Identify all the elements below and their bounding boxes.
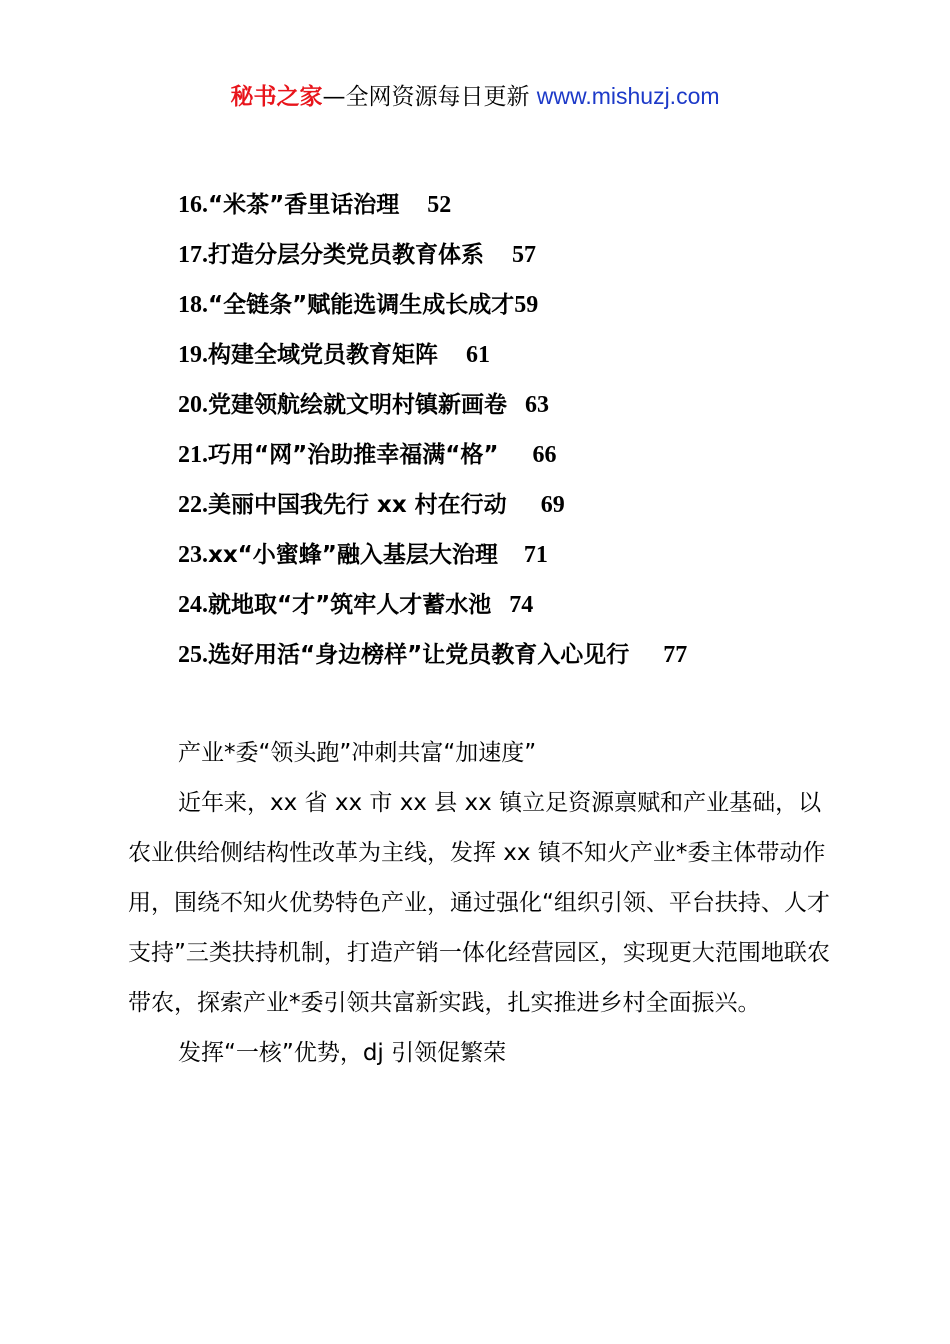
toc-item-title: 美丽中国我先行 xx 村在行动 (208, 492, 507, 518)
toc-item-page: 71 (523, 542, 548, 568)
toc-item-title: 巧用“网”治助推幸福满“格” (208, 442, 499, 468)
toc-item-24[interactable] (178, 585, 878, 635)
toc-item-page: 61 (466, 342, 490, 368)
article-body (128, 728, 838, 1078)
toc-item-title: 打造分层分类党员教育体系 (208, 242, 484, 268)
toc-item-number: 19. (178, 342, 208, 368)
article-title: 产业*委“领头跑”冲刺共富“加速度” (178, 740, 537, 766)
toc-item-title: “米茶”香里话治理 (208, 192, 400, 218)
toc-item-page: 77 (663, 642, 688, 668)
toc-item-title: 就地取“才”筑牢人才蓄水池 (208, 592, 492, 618)
toc-item-title: xx“小蜜蜂”融入基层大治理 (208, 542, 498, 568)
toc-item-page: 69 (540, 492, 565, 518)
toc-item-number: 23. (178, 542, 208, 568)
toc-item-title: 党建领航绘就文明村镇新画卷 (208, 392, 507, 418)
toc-item-20[interactable] (178, 385, 878, 435)
toc-item-page: 66 (532, 442, 557, 468)
toc-item-17[interactable] (178, 235, 878, 285)
toc-item-title: 选好用活“身边榜样”让党员教育入心见行 (208, 642, 630, 668)
toc-item-page: 59 (514, 292, 539, 318)
toc-item-number: 20. (178, 392, 208, 418)
toc-item-number: 24. (178, 592, 208, 618)
site-brand: 秘书之家 (230, 84, 323, 110)
toc-item-title: “全链条”赋能选调生成长成才 (208, 292, 515, 318)
toc-item-22[interactable] (178, 485, 878, 535)
toc-item-number: 18. (178, 292, 208, 318)
toc-item-23[interactable] (178, 535, 878, 585)
site-header (0, 80, 950, 113)
table-of-contents (178, 185, 878, 685)
site-tagline: —全网资源每日更新 (322, 84, 537, 110)
toc-item-25[interactable] (178, 635, 878, 685)
toc-item-page: 74 (509, 592, 534, 618)
toc-item-number: 25. (178, 642, 208, 668)
toc-item-number: 16. (178, 192, 208, 218)
toc-item-number: 17. (178, 242, 208, 268)
toc-item-number: 22. (178, 492, 208, 518)
article-subheading: 发挥“一核”优势，dj 引领促繁荣 (178, 1040, 507, 1066)
toc-item-number: 21. (178, 442, 208, 468)
toc-item-title: 构建全域党员教育矩阵 (208, 342, 438, 368)
toc-item-page: 63 (525, 392, 549, 418)
toc-item-16[interactable] (178, 185, 878, 235)
toc-item-19[interactable] (178, 335, 878, 385)
site-url-link[interactable]: www.mishuzj.com (536, 83, 720, 109)
article-paragraph: 近年来，xx 省 xx 市 xx 县 xx 镇立足资源禀赋和产业基础，以农业供给侧结构性改革为主线，发挥 xx 镇不知火产业*委主体带动作用，围绕不知火优势特色产业，通过强化“组织引领、平台扶持、人才支持”三类扶持机制，打造产销一体化经营园区，实现更大范围地联农带农，探索产业*委引领共富新实践，扎实推进乡村全面振兴。 (128, 790, 830, 1016)
toc-item-21[interactable] (178, 435, 878, 485)
toc-item-page: 52 (427, 192, 452, 218)
toc-item-page: 57 (512, 242, 536, 268)
toc-item-18[interactable] (178, 285, 878, 335)
